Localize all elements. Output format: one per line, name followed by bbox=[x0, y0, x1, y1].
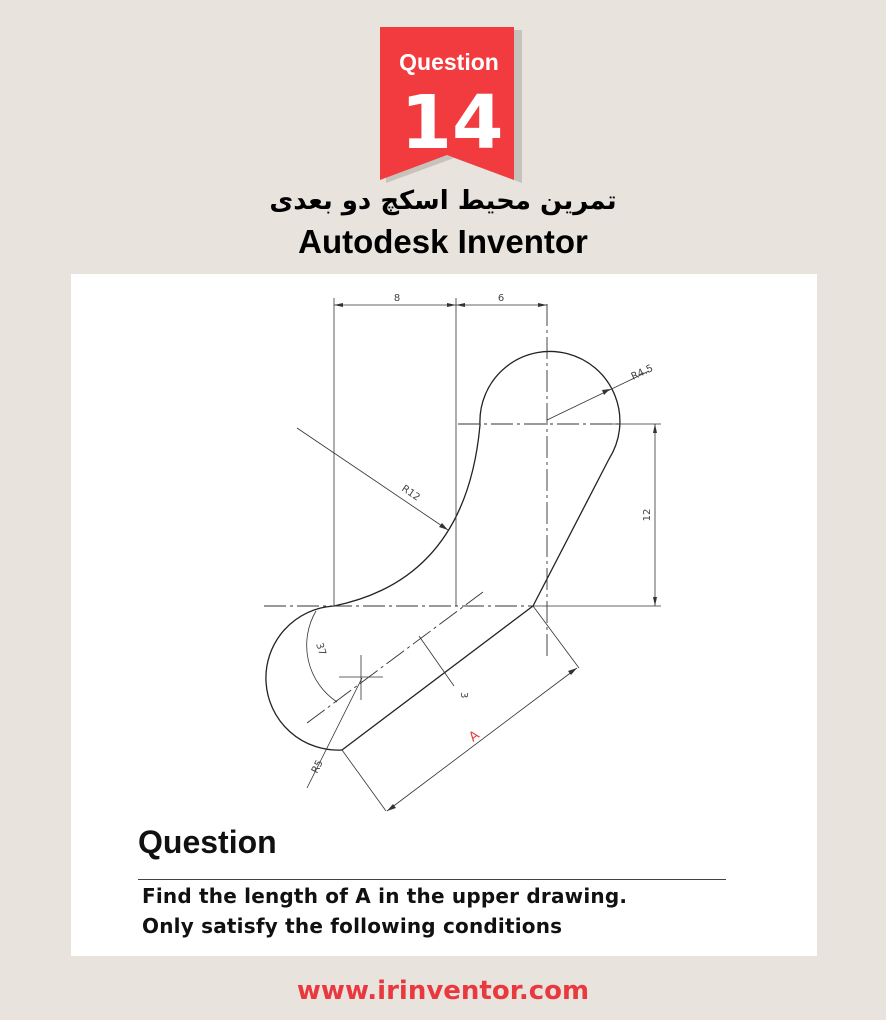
badge-label: Question bbox=[399, 49, 499, 75]
dim-8-label: 8 bbox=[393, 293, 401, 304]
question-text-line-1: Find the length of A in the upper drawing. bbox=[142, 884, 628, 908]
outline-r5-arc bbox=[266, 606, 342, 750]
dim-6-label: 6 bbox=[497, 293, 505, 304]
arrow-8-left bbox=[334, 303, 343, 307]
arrow-6-left bbox=[456, 303, 465, 307]
outline-r12-arc bbox=[334, 425, 480, 606]
question-divider bbox=[138, 879, 726, 880]
dim-37-label: 37 bbox=[313, 641, 328, 658]
question-text-line-2: Only satisfy the following conditions bbox=[142, 914, 563, 938]
arrow-12-bottom bbox=[653, 597, 657, 606]
drawing-card bbox=[71, 274, 817, 956]
question-badge bbox=[0, 0, 886, 200]
arrow-6-right bbox=[538, 303, 547, 307]
dim-r12-label: R12 bbox=[399, 483, 422, 504]
arrow-8-right bbox=[447, 303, 456, 307]
website-link[interactable]: www.irinventor.com bbox=[296, 976, 590, 1006]
dim-a-label: A bbox=[466, 727, 483, 746]
badge-number: 14 bbox=[400, 80, 504, 166]
page-title: Autodesk Inventor bbox=[298, 223, 588, 260]
question-heading: Question bbox=[138, 824, 277, 860]
technical-drawing bbox=[71, 274, 817, 814]
ext-a-left bbox=[342, 750, 386, 811]
arc-angle-37 bbox=[307, 611, 337, 702]
dim-r5-label: R5 bbox=[309, 758, 326, 776]
outline-bottom-line bbox=[342, 606, 533, 750]
dim-r45-label: R4.5 bbox=[629, 363, 655, 383]
leader-r12 bbox=[297, 428, 448, 530]
subtitle-persian: تمرین محیط اسکچ دو بعدی bbox=[269, 186, 617, 216]
centerline-diagonal bbox=[307, 592, 483, 723]
arrow-r12 bbox=[439, 523, 448, 530]
dim-12-label: 12 bbox=[642, 508, 653, 522]
outline-r45-arc bbox=[480, 351, 620, 459]
ext-a-right bbox=[533, 606, 579, 668]
arrow-r45 bbox=[602, 389, 610, 395]
dim-3-label: 3 bbox=[458, 692, 469, 699]
outline-right-line bbox=[533, 459, 609, 606]
arrow-12-top bbox=[653, 424, 657, 433]
